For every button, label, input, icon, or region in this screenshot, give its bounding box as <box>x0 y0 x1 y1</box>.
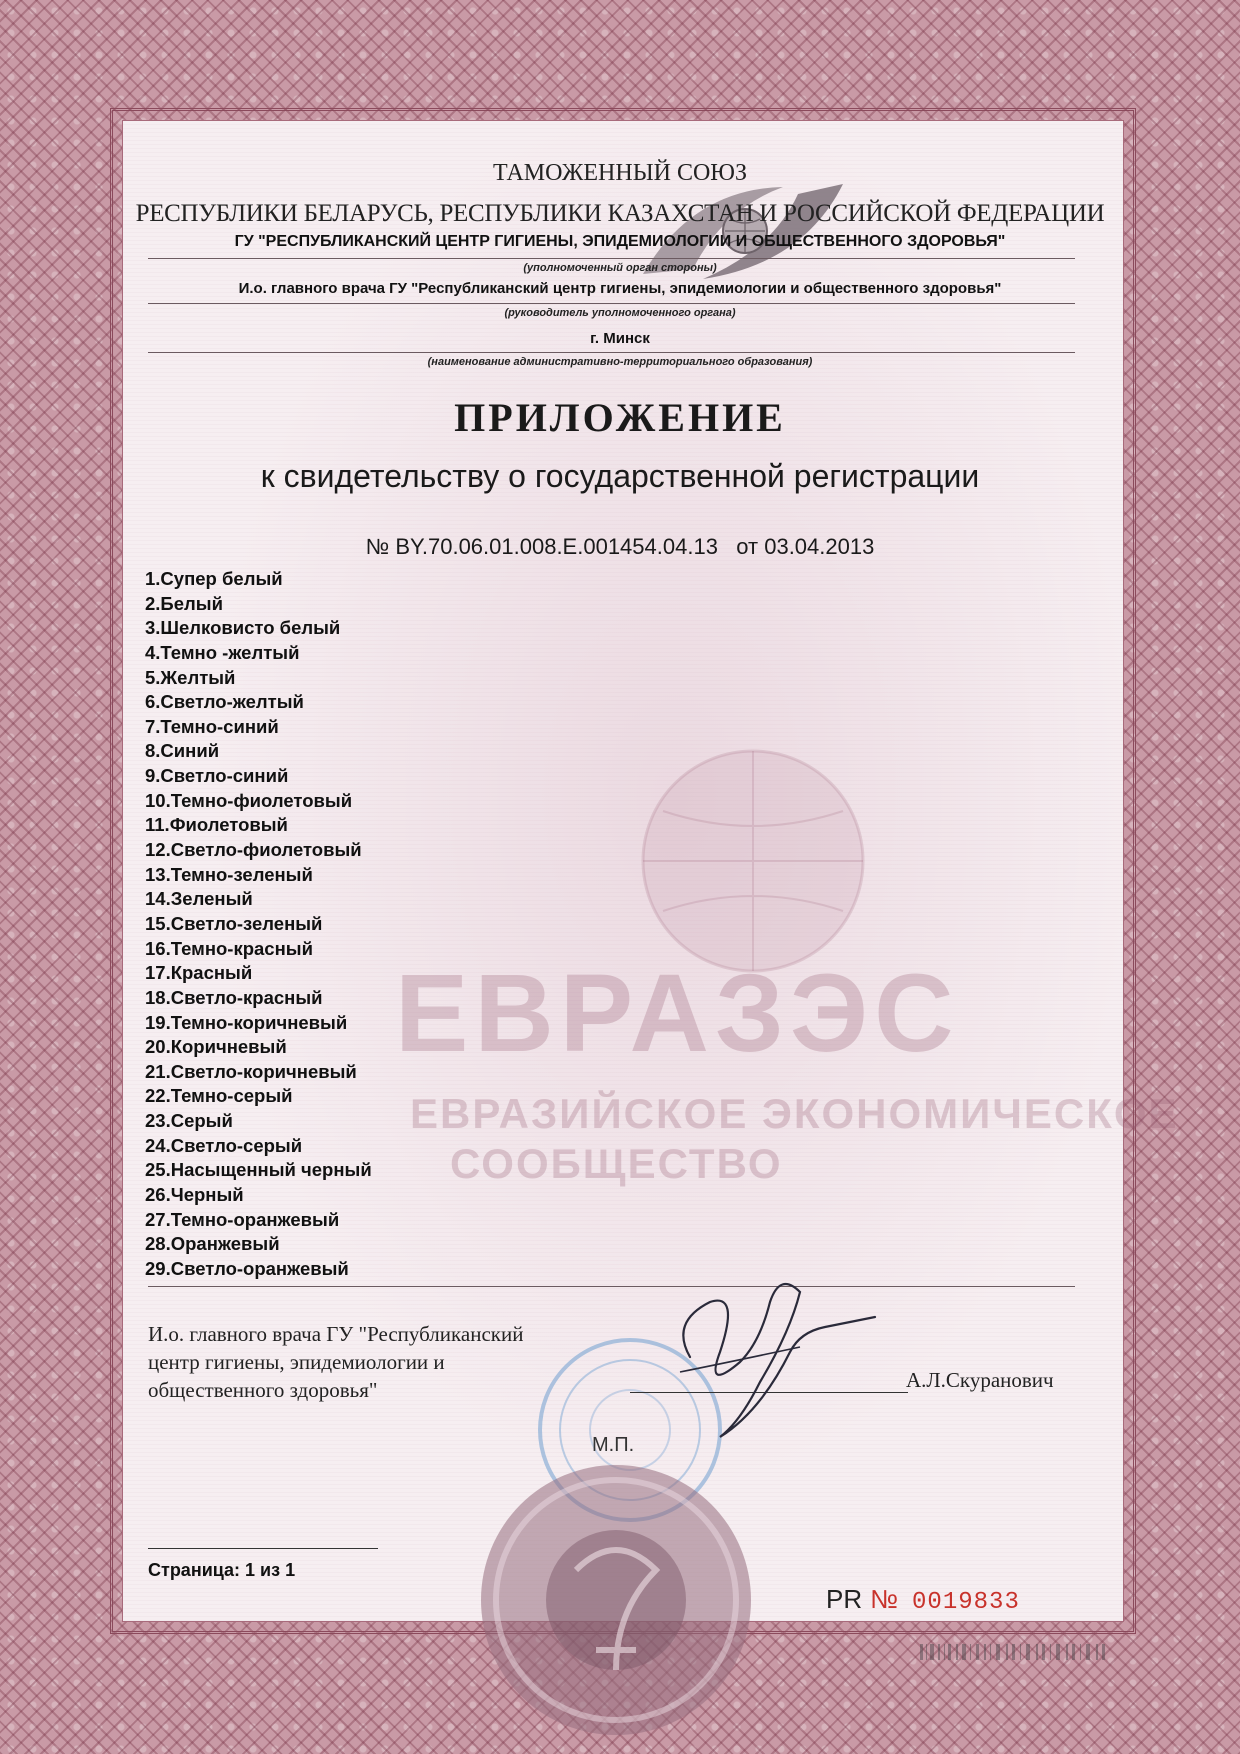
handwritten-signature-icon <box>650 1262 880 1452</box>
color-list-item: 19.Темно-коричневый <box>145 1011 348 1033</box>
color-list-item: 20.Коричневый <box>145 1036 287 1058</box>
divider <box>148 1286 1075 1287</box>
watermark-eurasec: ЕВРАЗЭС <box>395 952 960 1075</box>
head-of-organization: И.о. главного врача ГУ "Республиканский центр гигиены, эпидемиологии и общественного здоровья" <box>238 280 1002 297</box>
color-list-item: 16.Темно-красный <box>145 937 313 959</box>
color-list-item: 4.Темно -желтый <box>145 641 300 663</box>
color-list-item: 23.Серый <box>145 1110 233 1132</box>
registration-number-line <box>0 534 1240 560</box>
serial-number: 0019833 <box>912 1589 1020 1616</box>
divider <box>148 303 1075 304</box>
color-list-item: 25.Насыщенный черный <box>145 1159 372 1181</box>
divider <box>148 352 1075 353</box>
divider <box>148 258 1075 259</box>
color-list-item: 15.Светло-зеленый <box>145 912 323 934</box>
color-list-item: 13.Темно-зеленый <box>145 863 313 885</box>
color-list-item: 27.Темно-оранжевый <box>145 1208 340 1230</box>
member-states: РЕСПУБЛИКИ БЕЛАРУСЬ, РЕСПУБЛИКИ КАЗАХСТАН И РОССИЙСКОЙ ФЕДЕРАЦИИ <box>135 200 1105 227</box>
color-list-item: 28.Оранжевый <box>145 1233 280 1255</box>
registration-number: № BY.70.06.01.008.E.001454.04.13 <box>365 534 718 559</box>
color-list-item: 1.Супер белый <box>145 568 283 589</box>
registration-date: от 03.04.2013 <box>736 534 875 559</box>
color-list-item: 10.Темно-фиолетовый <box>145 789 353 811</box>
signatory-name: А.Л.Скуранович <box>906 1368 1054 1392</box>
watermark-line2: ЕВРАЗИЙСКОЕ ЭКОНОМИЧЕСКОЕ <box>410 1090 1179 1137</box>
color-list-item: 11.Фиолетовый <box>145 814 288 836</box>
color-list-item: 9.Светло-синий <box>145 765 289 787</box>
color-list-item: 12.Светло-фиолетовый <box>145 839 362 861</box>
city-caption: (наименование административно-территориального образования) <box>427 356 813 368</box>
color-list-item: 6.Светло-желтый <box>145 691 304 713</box>
embossed-seal-icon <box>466 1450 766 1750</box>
barcode-strip-icon <box>920 1640 1110 1664</box>
color-list-item: 3.Шелковисто белый <box>145 617 341 639</box>
page-divider <box>148 1548 378 1549</box>
color-list-item: 8.Синий <box>145 740 220 762</box>
color-list-item: 17.Красный <box>145 962 253 984</box>
color-list-item: 29.Светло-оранжевый <box>145 1257 349 1279</box>
organization-caption: (уполномоченный орган стороны) <box>523 262 717 274</box>
signatory-position-line: центр гигиены, эпидемиологии и <box>148 1350 445 1374</box>
color-list-item: 7.Темно-синий <box>145 715 279 737</box>
document-subtitle: к свидетельству о государственной регистрации <box>260 458 980 494</box>
city: г. Минск <box>590 330 650 347</box>
page-number: Страница: 1 из 1 <box>148 1560 296 1580</box>
color-list-item: 26.Черный <box>145 1184 244 1206</box>
color-list-item: 24.Светло-серый <box>145 1134 303 1156</box>
signatory-position-line: И.о. главного врача ГУ "Республиканский <box>148 1322 524 1346</box>
color-list-item: 5.Желтый <box>145 666 236 688</box>
watermark-line3: СООБЩЕСТВО <box>450 1140 783 1187</box>
color-list-item: 14.Зеленый <box>145 888 253 910</box>
signatory-position <box>148 1320 523 1404</box>
color-list-item: 21.Светло-коричневый <box>145 1060 357 1082</box>
document-title: ПРИЛОЖЕНИЕ <box>454 395 786 440</box>
signatory-position-line: общественного здоровья" <box>148 1378 378 1402</box>
form-serial <box>826 1584 1020 1616</box>
head-caption: (руководитель уполномоченного органа) <box>504 307 736 319</box>
color-list <box>145 567 372 1282</box>
customs-union-title: ТАМОЖЕННЫЙ СОЮЗ <box>493 160 747 186</box>
stamp-place-label: М.П. <box>592 1434 635 1456</box>
organization-name: ГУ "РЕСПУБЛИКАНСКИЙ ЦЕНТР ГИГИЕНЫ, ЭПИДЕМИОЛОГИИ И ОБЩЕСТВЕННОГО ЗДОРОВЬЯ" <box>234 233 1006 250</box>
color-list-item: 22.Темно-серый <box>145 1085 293 1107</box>
serial-prefix: PR <box>826 1584 863 1614</box>
serial-no-sign: № <box>870 1584 899 1614</box>
globe-watermark-icon <box>633 741 873 981</box>
color-list-item: 18.Светло-красный <box>145 986 323 1008</box>
color-list-item: 2.Белый <box>145 592 223 614</box>
